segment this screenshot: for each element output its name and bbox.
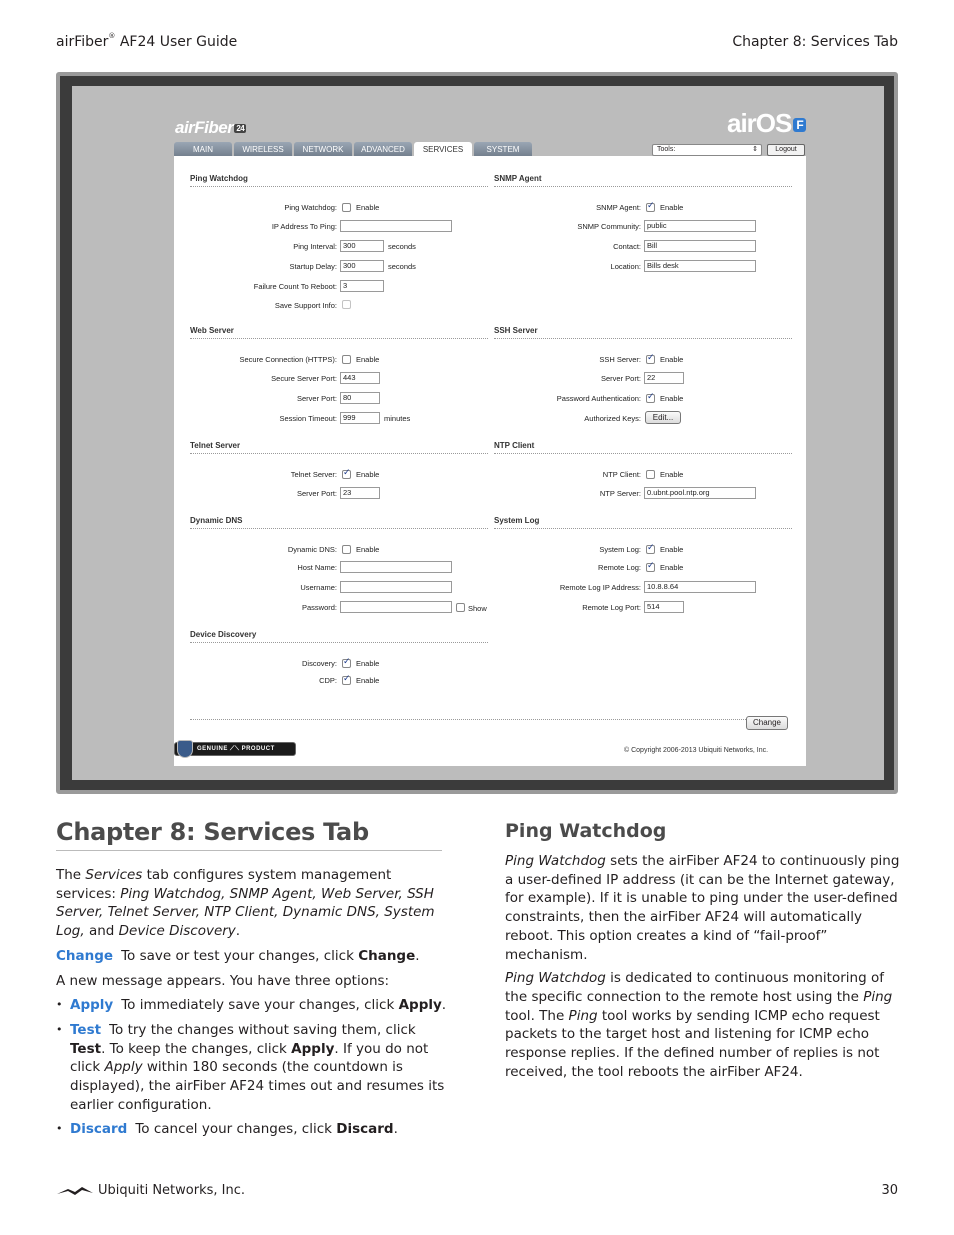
tab-network[interactable]: NETWORK [294,142,352,158]
authorized-keys-label: Authorized Keys: [584,414,641,423]
tab-system[interactable]: SYSTEM [474,142,532,158]
remote-log-port-input[interactable]: 514 [644,601,684,613]
options-list [56,996,448,1139]
intro-paragraph [56,866,448,941]
snmp-agent-label: SNMP Agent: [596,203,641,212]
ntp-server-input[interactable]: 0.ubnt.pool.ntp.org [644,487,756,499]
failure-count-label: Failure Count To Reboot: [253,282,337,291]
ssh-port-input[interactable]: 22 [644,372,684,384]
ssh-server-label: SSH Server: [599,355,641,364]
host-name-label: Host Name: [297,563,337,572]
web-port-label: Server Port: [296,394,337,403]
apply-term: Apply [70,997,114,1014]
snmp-agent-checkbox[interactable] [646,203,655,212]
password-input[interactable] [340,601,452,613]
test-text-1: To try the changes without saving them, click [109,1021,416,1038]
ping-paragraph-1 [505,852,901,964]
chapter-title: Chapter 8: Services Tab [56,818,442,851]
section-ssh-server: SSH Server [494,326,792,339]
ssh-port-label: Server Port: [600,374,641,383]
section-web-server: Web Server [190,326,488,339]
right-column [505,852,901,1087]
intro-text-1: The [56,867,86,883]
lock-shield-icon [177,740,193,758]
cdp-label: CDP: [319,676,337,685]
change-button[interactable]: Change [746,716,788,730]
logout-button[interactable]: Logout [767,144,805,156]
ntp-client-checkbox[interactable] [646,470,655,479]
telnet-server-label: Telnet Server: [290,470,337,479]
section-system-log: System Log [494,516,792,529]
discovery-enable-label: Enable [356,659,380,668]
password-label: Password: [301,603,337,612]
change-term: Change [56,947,114,964]
discard-text: To cancel your changes, click [135,1121,337,1138]
remote-log-label: Remote Log: [598,563,641,572]
test-italic: Apply [104,1059,143,1076]
airos-logo-text: airOS [727,108,792,138]
airfiber-logo [175,118,246,138]
ping-p1-term: Ping Watchdog [505,853,606,869]
intro-and: and [84,923,119,940]
remote-log-port-label: Remote Log Port: [582,603,641,612]
telnet-port-input[interactable]: 23 [340,487,380,499]
ping-paragraph-2 [505,969,901,1081]
ping-interval-label: Ping Interval: [293,242,337,251]
screenshot-frame [56,72,898,794]
af24-badge: 24 [236,124,245,134]
airfiber-logo-text: airFiber [175,118,234,137]
ping-p2-term-2: Ping [863,988,893,1005]
section-snmp-agent: SNMP Agent [494,174,792,187]
show-password-label: Show [468,604,487,613]
screenshot-canvas [72,86,884,780]
failure-count-input[interactable]: 3 [340,280,384,292]
intro-service-list: Ping Watchdog, SNMP Agent, Web Server, SSH Server, Telnet Server, NTP Client, Dynamic DNS, System Log, [56,885,435,940]
remote-log-ip-input[interactable]: 10.8.8.64 [644,581,756,593]
tools-select-value: Tools: [657,146,676,153]
ssh-server-checkbox[interactable] [646,355,655,364]
ping-p2-text-b: tool. The [505,1007,569,1024]
secure-port-label: Secure Server Port: [271,374,337,383]
ping-p1-text: sets the airFiber AF24 to continuously ping a user-defined IP address (it can be the Internet gateway, for example). If it is unable to ping under the user-defined constraints, then the airFiber AF24 will automatically reboot. This option creates a kind of “fail-proof” mechanism. [505,853,900,963]
header-guide-title [56,34,237,50]
tools-select[interactable] [652,144,762,156]
apply-bold: Apply [398,997,442,1014]
system-log-checkbox[interactable] [646,545,655,554]
intro-end: . [235,923,241,940]
ping-watchdog-heading: Ping Watchdog [505,820,667,842]
list-item-discard: • Discard To cancel your changes, click Discard. [56,1120,448,1139]
test-bold-1: Test [70,1040,102,1057]
remote-log-ip-label: Remote Log IP Address: [559,583,641,592]
test-text-2: . To keep the changes, click [101,1040,292,1057]
secure-connection-enable-label: Enable [356,355,380,364]
discovery-label: Discovery: [301,659,337,668]
password-auth-checkbox[interactable] [646,394,655,403]
ntp-server-label: NTP Server: [599,489,641,498]
list-item-test [56,1021,448,1115]
system-log-label: System Log: [599,545,641,554]
ping-watchdog-enable-label: Enable [356,203,380,212]
genuine-product-text: GENUINE ⟋⟍ PRODUCT [197,746,275,752]
test-text-3: . If you do not click [70,1040,429,1076]
ping-p2-text-c: tool works by sending ICMP echo request packets to the target host and listening for ICMP echo response replies. If the defined number of replies is not received, the tool reboots the airFiber AF24. [505,1007,880,1080]
ping-p2-term-3: Ping [568,1007,598,1024]
header-brand: airFiber [56,34,109,50]
change-bold: Change [358,947,416,964]
page-number: 30 [881,1183,898,1198]
cdp-checkbox[interactable] [342,676,351,685]
intro-last-service: Device Discovery [118,923,236,940]
cdp-enable-label: Enable [356,676,380,685]
ping-ip-input[interactable] [340,220,452,232]
list-item-apply: • Apply To immediately save your changes, click Apply. [56,996,448,1015]
web-port-input[interactable]: 80 [340,392,380,404]
discard-term: Discard [70,1121,128,1138]
discard-bold: Discard [336,1121,394,1138]
tab-advanced[interactable]: ADVANCED [354,142,412,158]
ddns-enable-label: Enable [356,545,380,554]
apply-text: To immediately save your changes, click [121,997,399,1014]
header-guide-name: AF24 User Guide [115,34,238,50]
section-telnet-server: Telnet Server [190,441,488,454]
change-text: To save or test your changes, click [121,947,359,964]
save-support-label: Save Support Info: [274,301,337,310]
left-column [56,866,448,1145]
tab-main[interactable]: MAIN [174,142,232,158]
discovery-checkbox[interactable] [342,659,351,668]
telnet-port-label: Server Port: [296,489,337,498]
section-ping-watchdog: Ping Watchdog [190,174,488,187]
test-bold-2: Apply [291,1040,335,1057]
ping-interval-unit: seconds [388,242,416,251]
snmp-community-input[interactable]: public [644,220,756,232]
ssh-server-enable-label: Enable [660,355,684,364]
ping-p2-term: Ping Watchdog [505,970,606,987]
secure-port-input[interactable]: 443 [340,372,380,384]
ping-ip-label: IP Address To Ping: [271,222,337,231]
contact-label: Contact: [613,242,641,251]
ntp-client-label: NTP Client: [602,470,641,479]
save-support-checkbox[interactable] [342,300,351,309]
ntp-client-enable-label: Enable [660,470,684,479]
tab-wireless[interactable]: WIRELESS [234,142,292,158]
location-input[interactable]: Bills desk [644,260,756,272]
test-text-4: within 180 seconds (the countdown is displayed), the airFiber AF24 times out and resumes its earlier configuration. [70,1059,445,1113]
header-chapter: Chapter 8: Services Tab [732,34,898,50]
username-input[interactable] [340,581,452,593]
remote-log-checkbox[interactable] [646,563,655,572]
location-label: Location: [610,262,641,271]
host-name-input[interactable] [340,561,452,573]
password-auth-enable-label: Enable [660,394,684,403]
telnet-server-enable-label: Enable [356,470,380,479]
section-device-discovery: Device Discovery [190,630,488,643]
username-label: Username: [300,583,337,592]
intro-services: Services [85,867,143,883]
footer-company-name: Ubiquiti Networks, Inc. [98,1183,245,1198]
intro-text-2: tab configures system management services: [56,867,392,902]
airos-logo [727,108,806,139]
footer-company [56,1183,245,1198]
ddns-label: Dynamic DNS: [287,545,337,554]
password-auth-label: Password Authentication: [556,394,641,403]
tab-services[interactable]: SERVICES [414,142,472,158]
remote-log-enable-label: Enable [660,563,684,572]
ping-interval-input[interactable]: 300 [340,240,384,252]
edit-keys-button[interactable]: Edit... [645,411,681,424]
ping-p2-text-a: is dedicated to continuous monitoring of the specific connection to the remote host using the [505,970,884,1005]
ping-watchdog-checkbox[interactable] [342,203,351,212]
genuine-product-badge [174,742,296,756]
ubiquiti-logo-icon [56,1185,94,1197]
snmp-agent-enable-label: Enable [660,203,684,212]
change-paragraph: Change To save or test your changes, click Change. [56,947,420,964]
ui-copyright: © Copyright 2006-2013 Ubiquiti Networks, Inc. [624,747,769,754]
registered-mark: ® [108,32,116,40]
airos-f-badge: F [793,118,805,132]
secure-connection-checkbox[interactable] [342,355,351,364]
select-arrows-icon: ⇕ [752,146,758,153]
ddns-checkbox[interactable] [342,545,351,554]
test-term: Test [70,1021,102,1038]
session-timeout-input[interactable]: 999 [340,412,380,424]
telnet-server-checkbox[interactable] [342,470,351,479]
system-log-enable-label: Enable [660,545,684,554]
session-timeout-unit: minutes [384,414,411,423]
snmp-community-label: SNMP Community: [577,222,641,231]
secure-connection-label: Secure Connection (HTTPS): [239,355,337,364]
session-timeout-label: Session Timeout: [279,414,337,423]
startup-delay-input[interactable]: 300 [340,260,384,272]
startup-delay-label: Startup Delay: [289,262,337,271]
section-ntp-client: NTP Client [494,441,792,454]
ping-watchdog-label: Ping Watchdog: [284,203,337,212]
ui-divider [190,719,788,720]
contact-input[interactable]: Bill [644,240,756,252]
message-paragraph: A new message appears. You have three options: [56,972,390,989]
section-dynamic-dns: Dynamic DNS [190,516,488,529]
startup-delay-unit: seconds [388,262,416,271]
show-password-checkbox[interactable] [456,603,465,612]
